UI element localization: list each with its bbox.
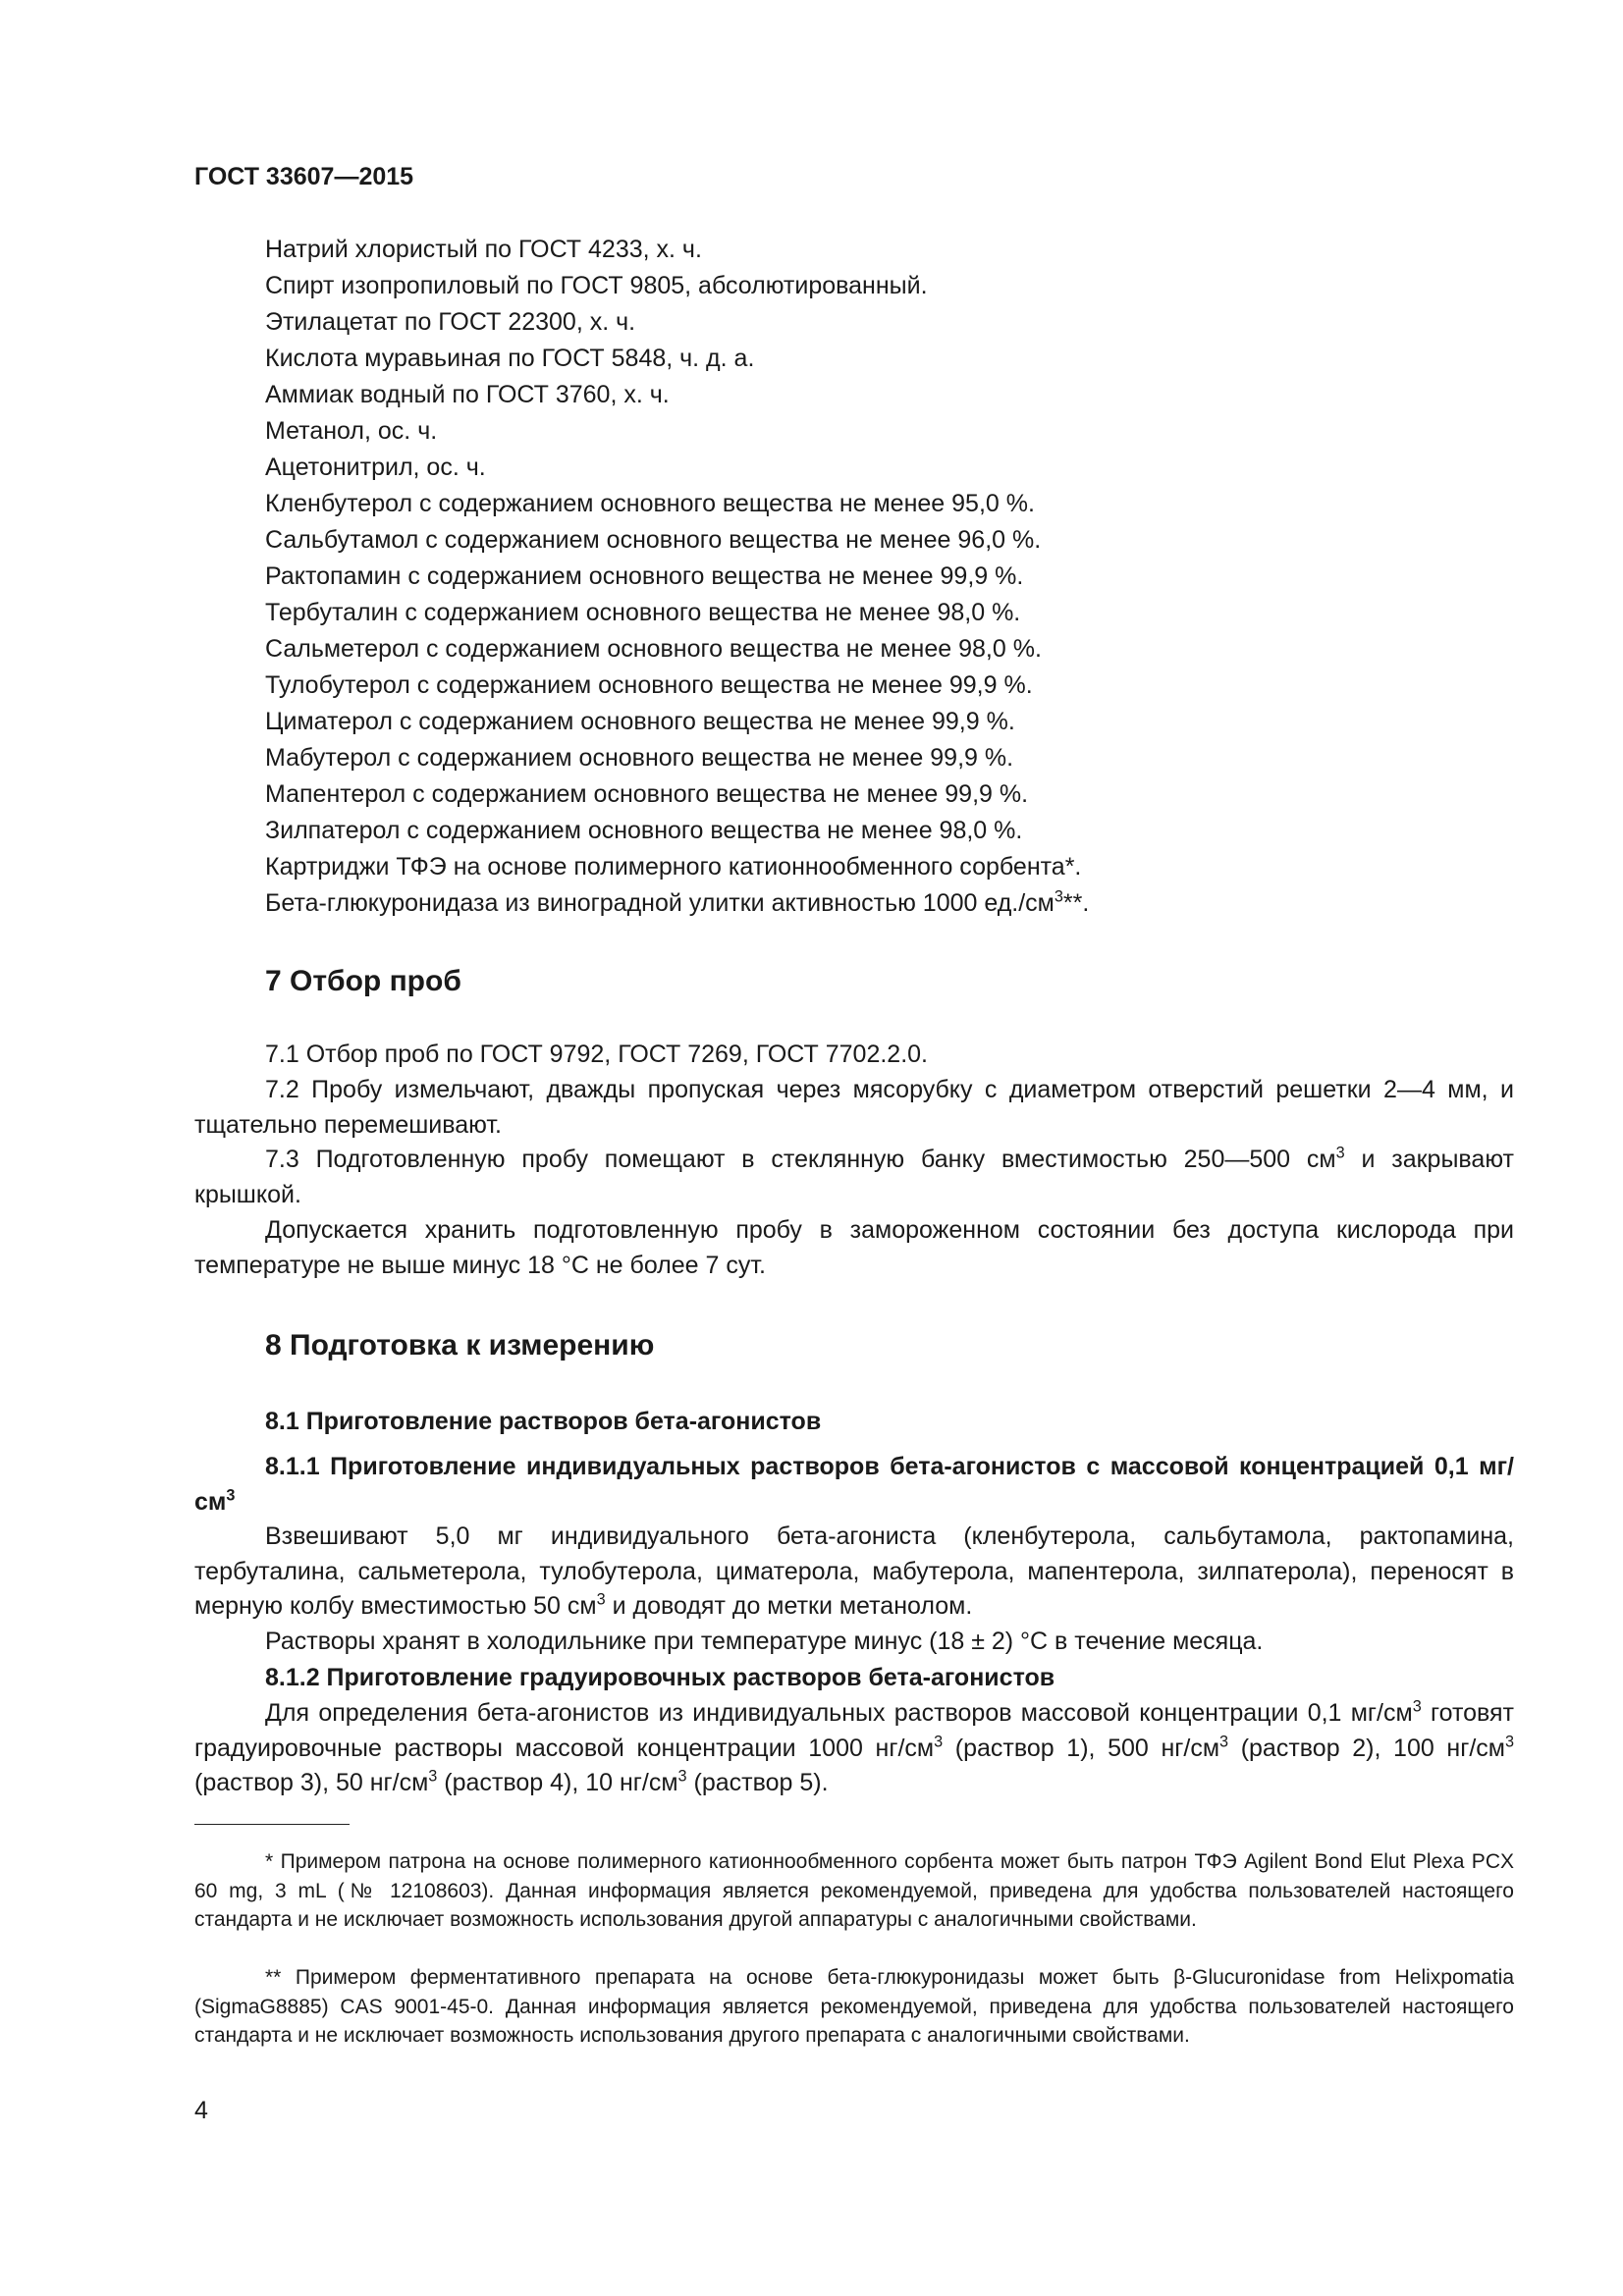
text: Взвешивают 5,0 мг индивидуального бета-агониста (кленбутерола, сальбутамола, рактопамина, тербуталина, сальметерола, тулобутерола, циматерола, мабутерола, мапентерола, зилпатерола), переносят в мерную колбу вместимостью 50 см: [194, 1522, 1514, 1620]
list-item: Мабутерол с содержанием основного вещества не менее 99,9 %.: [265, 744, 1014, 772]
list-item: Этилацетат по ГОСТ 22300, х. ч.: [265, 308, 636, 336]
text: готовят градуировочные растворы массовой концентрации 1000 нг/см: [194, 1699, 1515, 1762]
document-header: ГОСТ 33607—2015: [194, 163, 414, 190]
list-item: Метанол, ос. ч.: [265, 417, 438, 445]
list-item: Мапентерол с содержанием основного вещества не менее 99,9 %.: [265, 780, 1029, 808]
text: 7.3 Подготовленную пробу помещают в стеклянную банку вместимостью 250—500 см: [265, 1146, 1336, 1173]
list-item: Аммиак водный по ГОСТ 3760, х. ч.: [265, 381, 670, 408]
paragraph-7-1: 7.1 Отбор проб по ГОСТ 9792, ГОСТ 7269, ГОСТ 7702.2.0.: [265, 1041, 928, 1068]
list-item: Тулобутерол с содержанием основного вещества не менее 99,9 %.: [265, 671, 1033, 699]
text: (раствор 5).: [686, 1769, 829, 1796]
paragraph-8-1-2: [194, 1696, 1514, 1801]
superscript: 3: [226, 1485, 236, 1504]
text: **.: [1062, 889, 1090, 917]
list-item: Спирт изопропиловый по ГОСТ 9805, абсолютированный.: [265, 272, 928, 299]
list-item: [265, 885, 1089, 922]
superscript: 3: [1219, 1732, 1229, 1750]
list-item: Рактопамин с содержанием основного вещества не менее 99,9 %.: [265, 562, 1024, 590]
text: (раствор 1), 500 нг/см: [943, 1734, 1220, 1762]
section-7-heading: 7 Отбор проб: [265, 965, 461, 997]
superscript: 3: [677, 1767, 687, 1786]
footnote-1: * Примером патрона на основе полимерного катионнообменного сорбента может быть патрон ТФЭ Agilent Bond Elut Plexa PCX 60 mg, 3 mL (№ 12108603). Данная информация является рекомендуемой, приведена для удобства пользователей настоящего стандарта и не исключает возможность использования другой аппаратуры с аналогичными свойствами.: [194, 1850, 1514, 1931]
paragraph-7-2: 7.2 Пробу измельчают, дважды пропуская через мясорубку с диаметром отверстий решетки 2—4 мм, и тщательно перемешивают.: [194, 1076, 1514, 1139]
superscript: 3: [1335, 1144, 1345, 1162]
superscript: 3: [934, 1732, 944, 1750]
footnote-2: ** Примером ферментативного препарата на основе бета-глюкуронидазы может быть β-Glucuronidase from Helixpomatia (SigmaG8885) CAS 9001-45-0. Данная информация является рекомендуемой, приведена для удобства пользователей настоящего стандарта и не исключает возможность использования другого препарата с аналогичными свойствами.: [194, 1966, 1514, 2047]
text: Для определения бета-агонистов из индивидуальных растворов массовой концентрации 0,1 мг/см: [265, 1699, 1413, 1727]
text: и доводят до метки метанолом.: [605, 1592, 973, 1620]
text: и закрывают крышкой.: [194, 1146, 1514, 1208]
list-item: Тербуталин с содержанием основного вещества не менее 98,0 %.: [265, 599, 1021, 626]
section-8-heading: 8 Подготовка к измерению: [265, 1329, 655, 1362]
text: (раствор 3), 50 нг/см: [194, 1769, 429, 1796]
list-item: Натрий хлористый по ГОСТ 4233, х. ч.: [265, 236, 702, 263]
reagent-list: [265, 232, 1089, 922]
list-item: Сальметерол с содержанием основного вещества не менее 98,0 %.: [265, 635, 1042, 663]
superscript: 3: [1054, 887, 1063, 906]
subsection-8-1-2-heading: 8.1.2 Приготовление градуировочных растворов бета-агонистов: [265, 1664, 1055, 1691]
footnote-divider: [194, 1824, 350, 1825]
paragraph-7-3: [194, 1143, 1514, 1212]
list-item: Циматерол с содержанием основного вещества не менее 99,9 %.: [265, 708, 1015, 735]
text: Бета-глюкуронидаза из виноградной улитки активностью 1000 ед./см: [265, 889, 1055, 917]
superscript: 3: [596, 1590, 606, 1609]
paragraph-8-1-1: [194, 1520, 1514, 1625]
list-item: Картриджи ТФЭ на основе полимерного катионнообменного сорбента*.: [265, 853, 1082, 881]
page-number: 4: [194, 2097, 208, 2124]
text: 8.1.1 Приготовление индивидуальных растворов бета-агонистов с массовой концентрацией 0,1 мг/см: [194, 1453, 1514, 1516]
list-item: Зилпатерол с содержанием основного вещества не менее 98,0 %.: [265, 817, 1023, 844]
list-item: Кислота муравьиная по ГОСТ 5848, ч. д. а.: [265, 345, 755, 372]
paragraph-storage: Растворы хранят в холодильнике при температуре минус (18 ± 2) °С в течение месяца.: [265, 1628, 1264, 1655]
subsection-8-1-1-heading: [194, 1450, 1514, 1520]
list-item: Сальбутамол с содержанием основного вещества не менее 96,0 %.: [265, 526, 1042, 554]
list-item: Кленбутерол с содержанием основного вещества не менее 95,0 %.: [265, 490, 1035, 517]
superscript: 3: [1504, 1732, 1514, 1750]
list-item: Ацетонитрил, ос. ч.: [265, 454, 486, 481]
superscript: 3: [428, 1767, 438, 1786]
paragraph-7-4: Допускается хранить подготовленную пробу в замороженном состоянии без доступа кислорода при температуре не выше минус 18 °С не более 7 сут.: [194, 1216, 1514, 1279]
text: (раствор 2), 100 нг/см: [1228, 1734, 1505, 1762]
superscript: 3: [1412, 1697, 1422, 1716]
text: (раствор 4), 10 нг/см: [437, 1769, 678, 1796]
subsection-8-1-heading: 8.1 Приготовление растворов бета-агонистов: [265, 1408, 822, 1435]
